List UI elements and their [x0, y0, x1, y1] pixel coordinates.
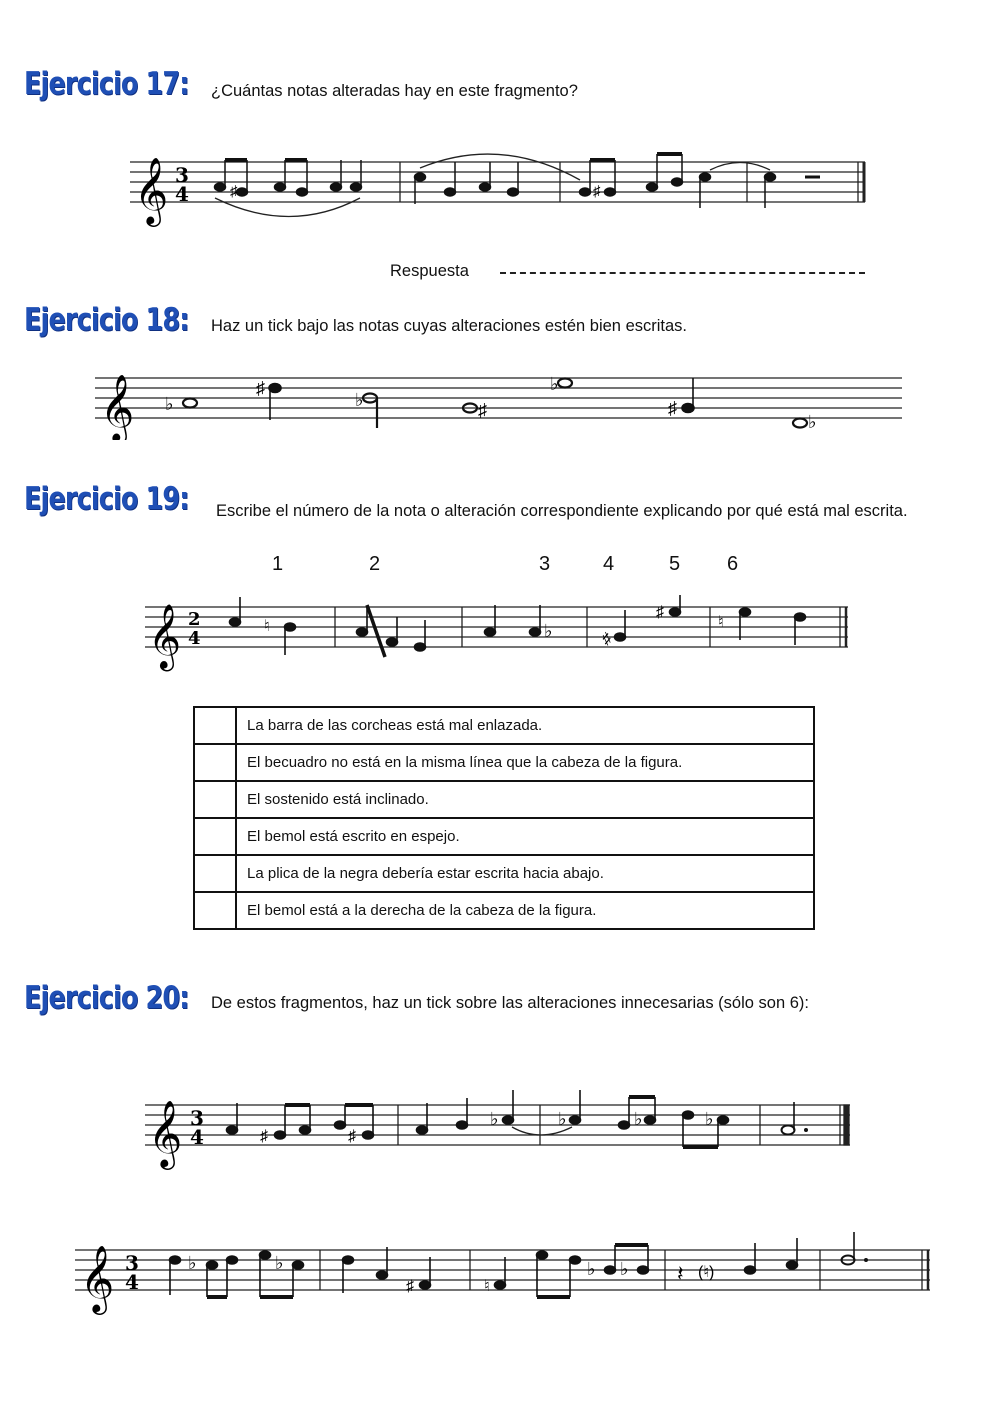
table-cell: La plica de la negra debería estar escrita hacia abajo.: [236, 855, 814, 892]
answer-cell[interactable]: [194, 818, 236, 855]
table-row: [194, 707, 814, 744]
natural-icon: (♮): [698, 1264, 715, 1281]
table-cell: El bemol está a la derecha de la cabeza de la figura.: [236, 892, 814, 929]
table-row: [194, 855, 814, 892]
table-row: [194, 744, 814, 781]
natural-icon: ♮: [264, 618, 270, 635]
flat-icon: ♭: [587, 1259, 596, 1279]
note-number-3: 3: [539, 553, 551, 575]
exercise-19-staff: [140, 595, 860, 675]
exercise-18-staff: [90, 360, 910, 440]
exercise-17-instruction: ¿Cuántas notas alteradas hay en este fragmento?: [211, 82, 578, 100]
exercise-20-instruction: De estos fragmentos, haz un tick sobre las alteraciones innecesarias (sólo son 6):: [211, 994, 809, 1012]
flat-icon: ♭: [620, 1259, 629, 1279]
sharp-icon: ♯: [256, 378, 265, 398]
exercise-18-title: Ejercicio 18:: [24, 302, 189, 338]
exercise-19-table: [193, 706, 815, 930]
answer-line[interactable]: [500, 272, 865, 274]
flat-icon: ♭: [634, 1109, 643, 1129]
sharp-icon: ♯: [348, 1128, 356, 1145]
note-number-5: 5: [669, 553, 681, 575]
exercise-19-instruction: Escribe el número de la nota o alteración correspondiente explicando por qué está mal escrita.: [216, 502, 908, 520]
time-signature-top: 3: [125, 1251, 139, 1275]
time-signature-bottom: 4: [188, 628, 201, 649]
natural-icon: ♮: [484, 1278, 490, 1295]
table-cell: El sostenido está inclinado.: [236, 781, 814, 818]
flat-icon: ♭: [165, 394, 174, 414]
note-number-4: 4: [603, 553, 615, 575]
exercise-18-instruction: Haz un tick bajo las notas cuyas alteraciones estén bien escritas.: [211, 317, 688, 335]
answer-cell[interactable]: [194, 781, 236, 818]
table-cell: La barra de las corcheas está mal enlazada.: [236, 707, 814, 744]
table-cell: El bemol está escrito en espejo.: [236, 818, 814, 855]
sharp-icon: ♯: [230, 183, 238, 200]
time-signature-top: 3: [175, 163, 189, 187]
time-signature-bottom: 4: [175, 182, 189, 206]
table-row: [194, 892, 814, 929]
treble-clef-icon: 𝄞: [80, 1244, 115, 1312]
answer-cell[interactable]: [194, 744, 236, 781]
note-number-6: 6: [727, 553, 739, 575]
exercise-19-title: Ejercicio 19:: [24, 481, 189, 517]
table-row: [194, 818, 814, 855]
answer-label: Respuesta: [390, 262, 469, 280]
sharp-icon: ♯: [599, 629, 615, 649]
sharp-icon: ♯: [260, 1128, 268, 1145]
flat-icon: ♭: [550, 374, 559, 394]
treble-clef-icon: 𝄞: [100, 373, 135, 440]
sharp-icon: ♯: [656, 604, 664, 621]
flat-icon: ♭: [355, 390, 364, 410]
quarter-rest-icon: 𝄽: [677, 1261, 684, 1286]
exercise-20-staff-1: [140, 1085, 860, 1175]
exercise-17-title: Ejercicio 17:: [24, 66, 189, 102]
natural-icon: ♮: [718, 614, 724, 631]
exercise-17-staff: [120, 140, 880, 240]
answer-cell[interactable]: [194, 707, 236, 744]
exercise-19-instruction-line1: [216, 494, 972, 529]
flat-icon: ♭: [490, 1109, 499, 1129]
sharp-icon: ♯: [593, 183, 601, 200]
time-signature-top: 3: [190, 1106, 204, 1130]
flat-icon: ♭: [544, 621, 553, 641]
answer-cell[interactable]: [194, 855, 236, 892]
table-row: [194, 781, 814, 818]
treble-clef-icon: 𝄞: [134, 156, 169, 224]
flat-icon: ♭: [705, 1109, 714, 1129]
time-signature-bottom: 4: [190, 1125, 204, 1149]
exercise-20-staff-2: [70, 1225, 940, 1325]
exercise-20-title: Ejercicio 20:: [24, 980, 189, 1016]
flat-icon: ♭: [188, 1253, 197, 1273]
flat-icon: ♭: [808, 412, 817, 432]
flat-icon: ♭: [558, 1109, 567, 1129]
note-number-2: 2: [369, 553, 381, 575]
sharp-icon: ♯: [406, 1278, 414, 1295]
note-number-1: 1: [272, 553, 284, 575]
flat-icon: ♭: [275, 1253, 284, 1273]
sharp-icon: ♯: [668, 398, 677, 418]
sharp-icon: ♯: [478, 400, 487, 420]
treble-clef-icon: 𝄞: [148, 604, 182, 669]
answer-cell[interactable]: [194, 892, 236, 929]
time-signature-top: 2: [188, 609, 201, 630]
time-signature-bottom: 4: [125, 1270, 139, 1294]
treble-clef-icon: 𝄞: [148, 1099, 183, 1167]
table-cell: El becuadro no está en la misma línea que la cabeza de la figura.: [236, 744, 814, 781]
